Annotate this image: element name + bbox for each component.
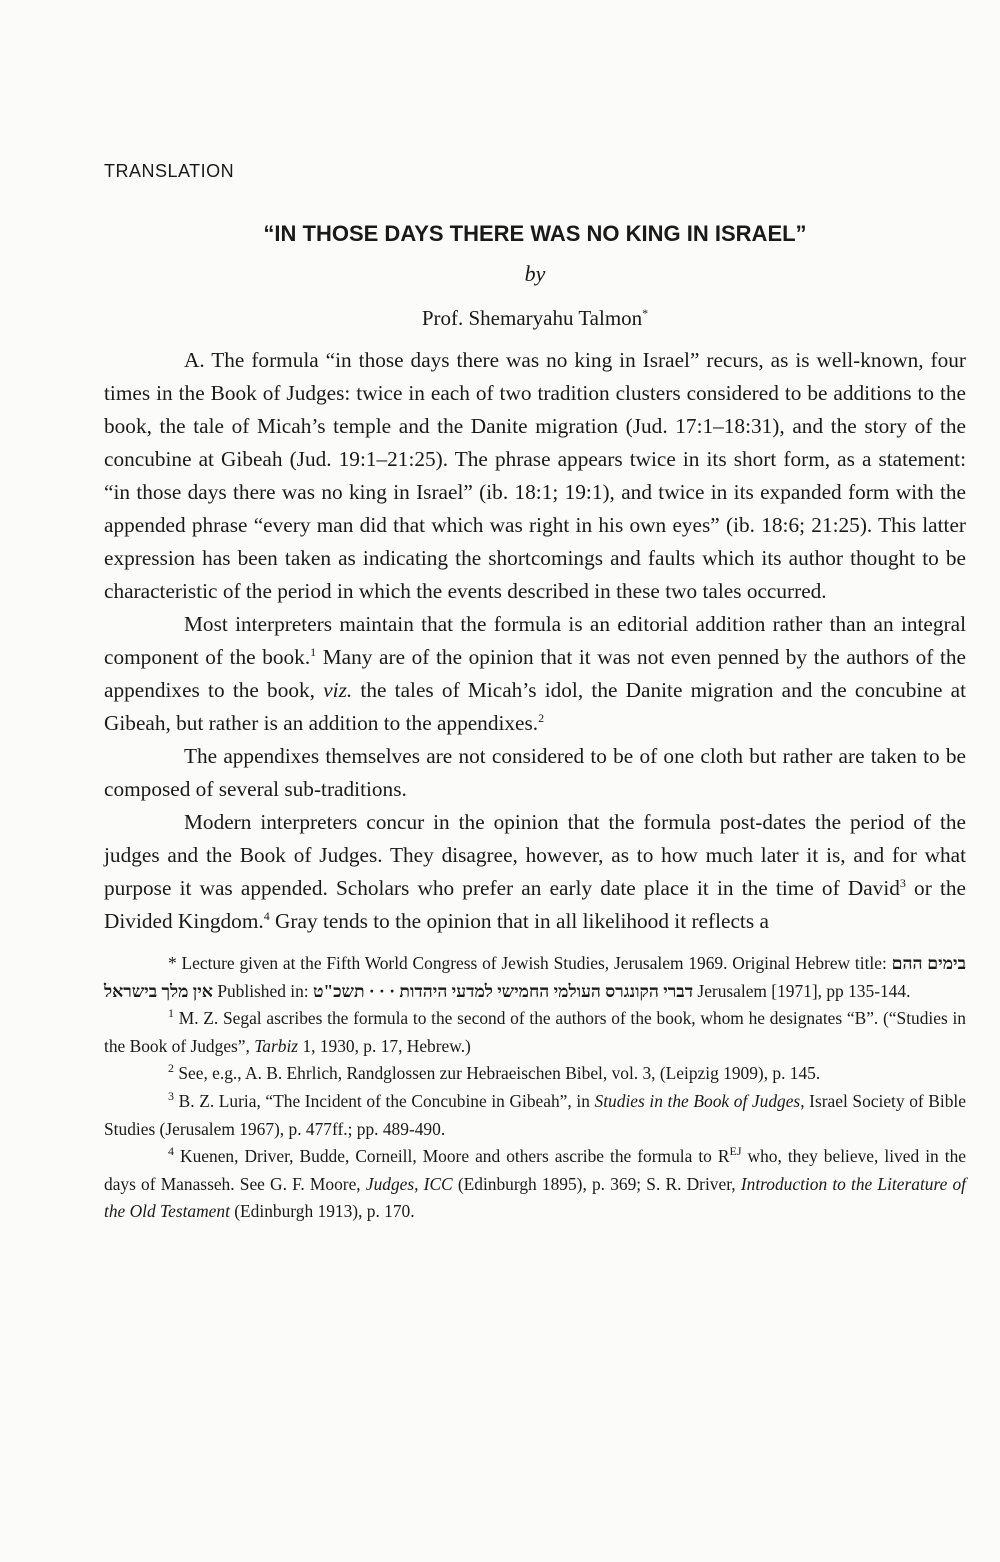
footnote-ref-3: 3: [899, 875, 906, 890]
footnotes: [104, 950, 966, 1226]
paragraph-3: The appendixes themselves are not considered to be of one cloth but rather are taken to be composed of several sub-traditions.: [104, 744, 966, 801]
paragraph-1: A. The formula “in those days there was no king in Israel” recurs, as is well-known, four times in the Book of Judges: twice in each of two tradition clusters considered to be additions to the book, the tale of Micah’s temple and the Danite migration (Jud. 17:1–18:31), and the story of the concubine at Gibeah (Jud. 19:1–21:25). The phrase appears twice in its short form, as a statement: “in those days there was no king in Israel” (ib. 18:1; 19:1), and twice in its expanded form with the appended phrase “every man did that which was right in his own eyes” (ib. 18:6; 21:25). This latter expression has been taken as indicating the shortcomings and faults which its author thought to be characteristic of the period in which the events described in these two tales occurred.: [104, 348, 966, 603]
footnote-4-text-d: (Edinburgh 1913), p. 170.: [229, 1201, 415, 1222]
paragraph-2-part-c: the tales of Micah’s idol, the Danite migration and the concubine at Gibeah, but rather is an addition to the appendixes.: [104, 678, 966, 735]
paragraph-4-part-b: or the Divided Kingdom.: [104, 876, 966, 933]
footnote-4: [104, 1143, 966, 1226]
body-text: [104, 344, 966, 938]
footnote-3-italic: Studies in the Book of Judges: [594, 1090, 801, 1111]
byline-by: by: [524, 261, 546, 286]
section-label: TRANSLATION: [104, 161, 235, 181]
footnote-star-text-c: Jerusalem [1971], pp 135-144.: [697, 980, 911, 1001]
article-title: “IN THOSE DAYS THERE WAS NO KING IN ISRAEL”: [263, 221, 807, 246]
paragraph-2: [104, 608, 966, 740]
footnote-4-mark: 4: [168, 1144, 174, 1159]
author-name: [104, 294, 966, 342]
footnote-1-tarbiz: Tarbiz: [254, 1035, 299, 1056]
footnote-4-redactor-sup: EJ: [729, 1144, 742, 1159]
footnote-3-text-b: , Israel Society of Bible Studies (Jerusalem 1967), p. 477ff.; pp. 489-490.: [104, 1090, 966, 1139]
viz-italic: viz.: [323, 678, 353, 702]
footnote-4-intro: Introduction to the Literature of the Old Testament: [104, 1173, 967, 1222]
document-page: [104, 154, 966, 1226]
paragraph-2-part-a: Most interpreters maintain that the formula is an editorial addition rather than an integral component of the book.: [104, 612, 966, 669]
footnote-1-text-b: 1, 1930, p. 17, Hebrew.): [302, 1035, 471, 1056]
footnote-4-text-c: (Edinburgh 1895), p. 369; S. R. Driver,: [452, 1173, 736, 1194]
author-text: Prof. Shemaryahu Talmon: [421, 306, 643, 330]
footnote-1: [104, 1005, 966, 1060]
paragraph-4-part-a: Modern interpreters concur in the opinion that the formula post-dates the period of the judges and the Book of Judges. They disagree, however, as to how much later it is, and for what purpose it was appended. Scholars who prefer an early date place it in the time of David: [104, 810, 966, 900]
footnote-1-text-a: M. Z. Segal ascribes the formula to the second of the authors of the book, whom he designates “B”. (“Studies in the Book of Judges”,: [104, 1008, 966, 1056]
footnote-4-text-b: who, they believe, lived in the days of Manasseh. See G. F. Moore,: [104, 1146, 966, 1194]
footnote-ref-4: 4: [263, 908, 270, 923]
footnote-ref-1: 1: [310, 644, 317, 659]
footnote-4-text-a: Kuenen, Driver, Budde, Corneill, Moore and others ascribe the formula to R: [180, 1146, 730, 1167]
paragraph-4-part-c: Gray tends to the opinion that in all likelihood it reflects a: [269, 909, 769, 933]
footnote-2-text: See, e.g., A. B. Ehrlich, Randglossen zur Hebraeischen Bibel, vol. 3, (Leipzig 1909), p. 145.: [178, 1063, 821, 1084]
footnote-2-mark: 2: [168, 1061, 174, 1076]
paragraph-2-part-b: Many are of the opinion that it was not even penned by the authors of the appendixes to the book,: [104, 645, 966, 702]
paragraph-4: [104, 806, 966, 938]
footnote-star-mark: *: [168, 953, 177, 973]
footnote-2: [104, 1060, 966, 1088]
hebrew-title: בימים ההם אין מלך בישראל: [104, 953, 966, 1001]
footnote-star-text-a: Lecture given at the Fifth World Congress of Jewish Studies, Jerusalem 1969. Original Hebrew title:: [181, 953, 887, 973]
hebrew-publication: דברי הקונגרס העולמי החמישי למדעי היהדות · · · תשכ"ט: [312, 980, 694, 1001]
footnote-3-text-a: B. Z. Luria, “The Incident of the Concubine in Gibeah”, in: [178, 1090, 590, 1111]
footnote-star: [104, 950, 966, 1005]
footnote-star-text-b: Published in:: [217, 980, 309, 1001]
footnote-3: [104, 1088, 966, 1143]
footnote-4-judges: Judges, ICC: [365, 1173, 453, 1194]
footnote-3-mark: 3: [168, 1089, 174, 1104]
footnote-mark-star: *: [642, 306, 649, 320]
footnote-ref-2: 2: [538, 710, 545, 725]
footnote-1-mark: 1: [168, 1006, 174, 1021]
